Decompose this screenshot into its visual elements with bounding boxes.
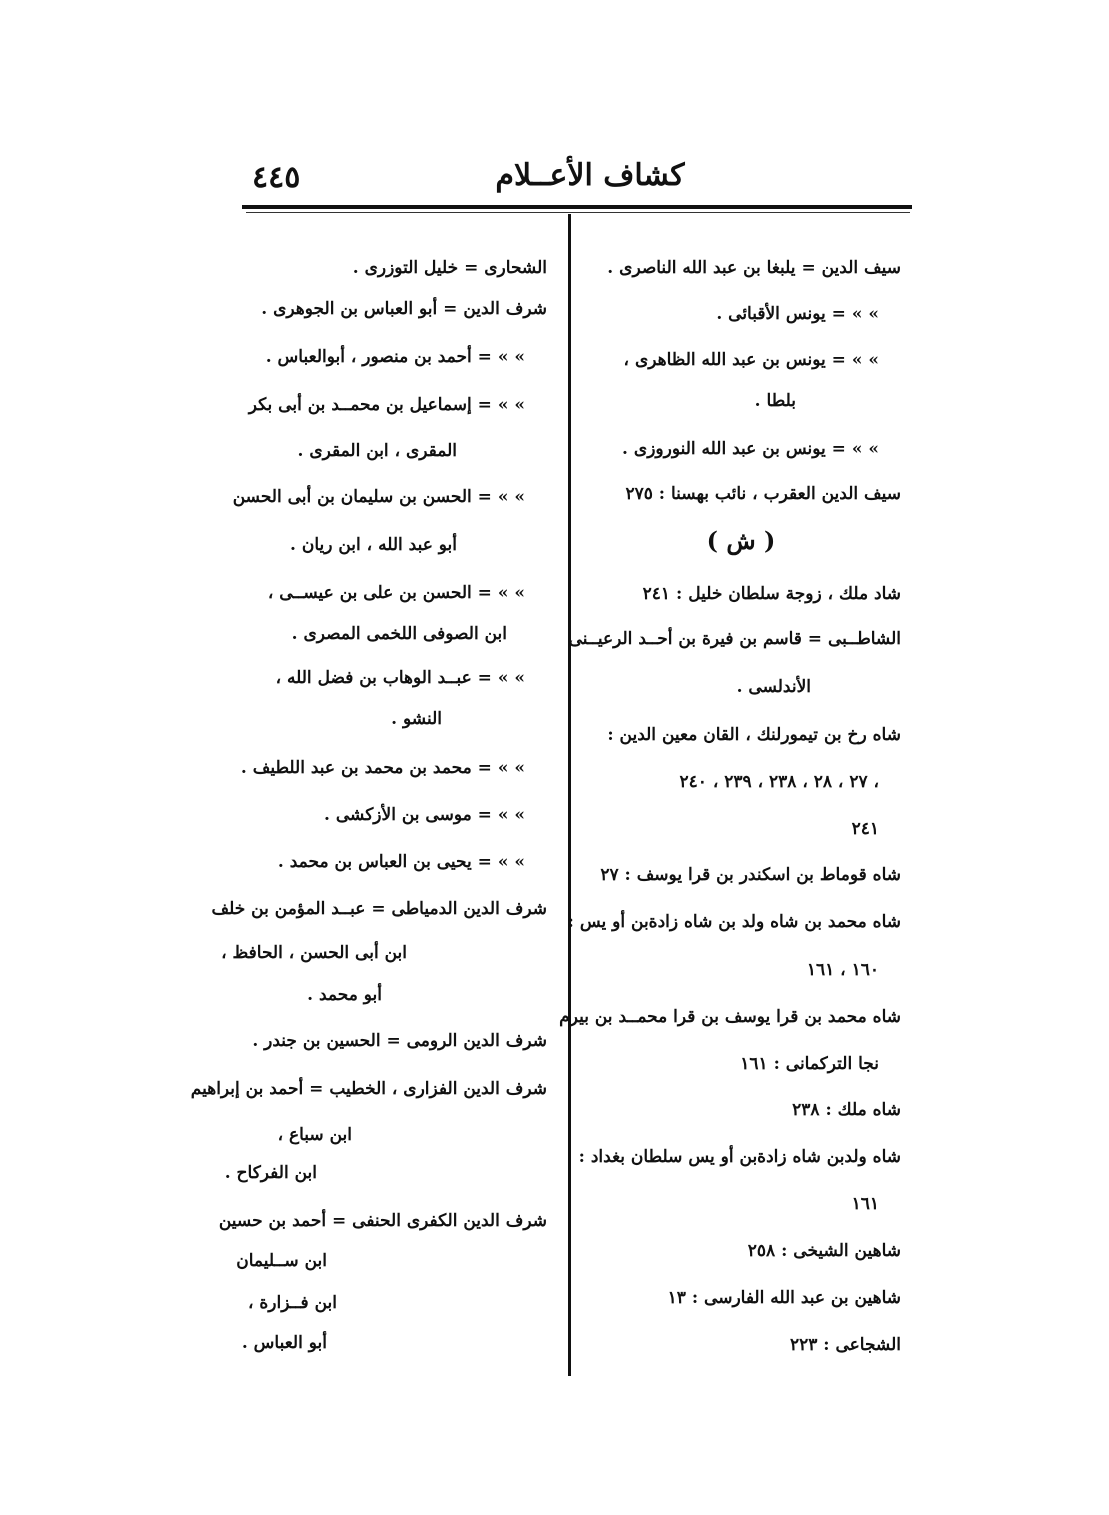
index-entry-continuation: ابن فــزارة ،	[247, 1293, 337, 1313]
header-rule	[242, 205, 912, 209]
index-entry: شرف الدين الفزارى ، الخطيب = أحمد بن إبراهيم	[190, 1079, 547, 1099]
index-entry: سيف الدين = يلبغا بن عبد الله الناصرى .	[607, 258, 901, 278]
index-entry: » » = أحمد بن منصور ، أبوالعباس .	[265, 347, 525, 367]
header-rule-thin	[246, 212, 910, 213]
index-entry-continuation: نجا التركمانى : ١٦١	[740, 1054, 879, 1074]
index-entry: شاهين بن عبد الله الفارسى : ١٣	[667, 1288, 901, 1308]
index-entry: شرف الدين الكفرى الحنفى = أحمد بن حسين	[218, 1211, 547, 1231]
index-entry: » » = يونس بن عبد الله النوروزى .	[622, 439, 879, 459]
index-entry: شاه محمد بن قرا يوسف بن قرا محمــد بن بيرم	[559, 1007, 901, 1027]
index-entry: » » = يحيى بن العباس بن محمد .	[277, 852, 525, 872]
index-entry-continuation: بلطا .	[754, 391, 796, 411]
index-entry: الشحارى = خليل التوزرى .	[352, 258, 547, 278]
index-entry: شاهين الشيخى : ٢٥٨	[747, 1241, 901, 1261]
index-entry-continuation: ابن الصوفى اللخمى المصرى .	[291, 624, 507, 644]
index-entry-continuation: أبو محمد .	[307, 985, 382, 1005]
index-entry: » » = محمد بن محمد بن عبد اللطيف .	[240, 758, 525, 778]
index-entry-continuation: أبو العباس .	[241, 1333, 327, 1353]
page-number: ٤٤٥	[252, 160, 301, 195]
index-entry: شاه قوماط بن اسكندر بن قرا يوسف : ٢٧	[600, 865, 901, 885]
index-entry: الشاطــبى = قاسم بن فيرة بن أحــد الرعيــنى	[568, 629, 901, 649]
index-entry: شرف الدين الرومى = الحسين بن جندر .	[252, 1031, 547, 1051]
index-entry: شرف الدين = أبو العباس بن الجوهرى .	[261, 299, 547, 319]
section-letter-heading: ( ش )	[706, 526, 776, 555]
index-entry: » » = يونس بن عبد الله الظاهرى ،	[623, 350, 879, 370]
running-title: كشاف الأعــلام	[495, 158, 685, 193]
index-entry-continuation: الأندلسى .	[736, 677, 811, 697]
index-entry: » » = عبــد الوهاب بن فضل الله ،	[275, 668, 525, 688]
index-entry-continuation: ابن أبى الحسن ، الحافظ ،	[221, 943, 407, 963]
index-entry: » » = الحسن بن على بن عيســى ،	[267, 583, 525, 603]
index-entry-continuation: ١٦١	[851, 1194, 879, 1214]
index-entry: » » = موسى بن الأزكشى .	[324, 805, 525, 825]
index-entry: شاه ولدبن شاه زادةبن أو يس سلطان بغداد :	[578, 1147, 901, 1167]
index-entry: سيف الدين العقرب ، نائب بهسنا : ٢٧٥	[625, 484, 901, 504]
index-entry: » » = إسماعيل بن محمــد بن أبى بكر	[248, 395, 525, 415]
index-entry-continuation: ابن سباع ،	[277, 1125, 352, 1145]
index-entry: الشجاعى : ٢٢٣	[789, 1335, 901, 1355]
index-entry: » » = يونس الأقبائى .	[716, 304, 879, 324]
index-entry: شاد ملك ، زوجة سلطان خليل : ٢٤١	[642, 584, 901, 604]
index-entry-continuation: ابن الفركاح .	[224, 1163, 317, 1183]
index-entry: شاه ملك : ٢٣٨	[792, 1100, 901, 1120]
index-entry-continuation: المقرى ، ابن المقرى .	[297, 441, 457, 461]
index-entry: » » = الحسن بن سليمان بن أبى الحسن	[232, 487, 525, 507]
index-entry-continuation: ابن ســليمان	[236, 1251, 327, 1271]
index-entry-continuation: أبو عبد الله ، ابن ريان .	[290, 535, 457, 555]
index-entry: شاه محمد بن شاه ولد بن شاه زادةبن أو يس :	[567, 912, 901, 932]
index-entry-continuation: النشو .	[391, 709, 442, 729]
index-entry-continuation: ٢٤١	[851, 819, 879, 839]
index-entry-continuation: ١٦٠ ، ١٦١	[806, 960, 879, 980]
index-entry-continuation: ٢٧ ، ٢٨ ، ٢٣٨ ، ٢٣٩ ، ٢٤٠ ،	[679, 772, 879, 792]
index-entry: شاه رخ بن تيمورلنك ، القان معين الدين :	[607, 725, 901, 745]
column-divider	[568, 214, 571, 1376]
index-entry: شرف الدين الدمياطى = عبــد المؤمن بن خلف	[211, 899, 547, 919]
